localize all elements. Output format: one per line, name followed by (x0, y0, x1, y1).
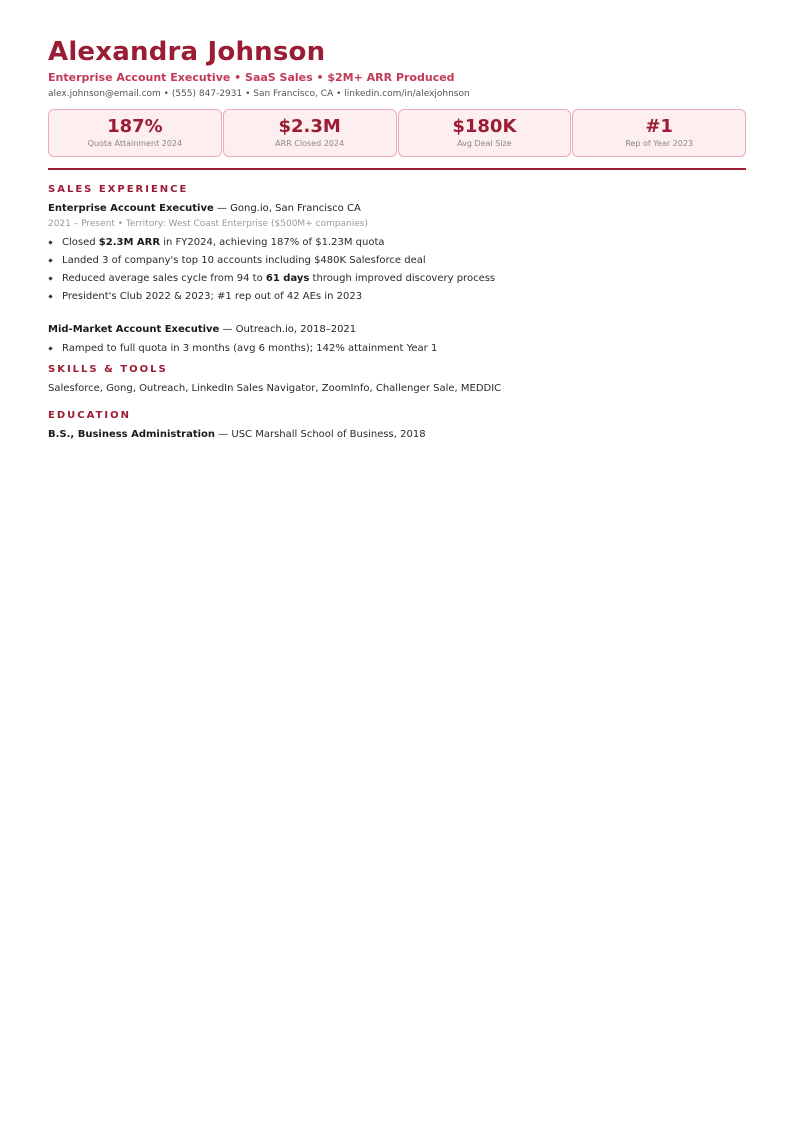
job-org: — Outreach.io, 2018–2021 (219, 324, 357, 335)
job-title-line (48, 323, 746, 336)
bullet-item: Ramped to full quota in 3 months (avg 6 months); 142% attainment Year 1 (48, 342, 746, 355)
bullet-diamond-icon (48, 240, 52, 244)
stat-card-deal-size (398, 109, 572, 157)
resume-page (48, 36, 746, 441)
education-entry (48, 428, 746, 441)
bullet-item: Closed $2.3M ARR in FY2024, achieving 187% of $1.23M quota (48, 236, 746, 249)
stat-label: Rep of Year 2023 (625, 139, 694, 148)
job-role: Enterprise Account Executive (48, 203, 214, 214)
bullet-item: Landed 3 of company's top 10 accounts including $480K Salesforce deal (48, 254, 746, 267)
contact-info: alex.johnson@email.com • (555) 847-2931 • San Francisco, CA • linkedin.com/in/alexjohnson (48, 89, 470, 99)
stat-value: $2.3M (278, 116, 341, 137)
degree: B.S., Business Administration (48, 429, 216, 440)
job-bullets (48, 236, 746, 303)
stat-label: Avg Deal Size (457, 139, 512, 148)
stat-card-arr (223, 109, 397, 157)
skills-list: Salesforce, Gong, Outreach, LinkedIn Sales Navigator, ZoomInfo, Challenger Sale, MEDDIC (48, 383, 502, 394)
stat-label: ARR Closed 2024 (275, 139, 345, 148)
school: — USC Marshall School of Business, 2018 (215, 429, 426, 440)
bullet-item: President's Club 2022 & 2023; #1 rep out of 42 AEs in 2023 (48, 290, 746, 303)
section-title-skills: SKILLS & TOOLS (48, 364, 168, 375)
job-org: — Gong.io, San Francisco CA (213, 203, 361, 214)
bullet-diamond-icon (48, 276, 52, 280)
job-bullets (48, 342, 746, 355)
stat-card-rank (572, 109, 746, 157)
bullet-diamond-icon (48, 294, 52, 298)
stat-card-quota (48, 109, 222, 157)
stat-label: Quota Attainment 2024 (87, 139, 183, 148)
bullet-diamond-icon (48, 346, 52, 350)
job-meta: 2021 – Present • Territory: West Coast Enterprise ($500M+ companies) (48, 219, 368, 229)
bullet-diamond-icon (48, 258, 52, 262)
headline-tagline: Enterprise Account Executive • SaaS Sales • $2M+ ARR Produced (48, 71, 455, 84)
section-title-experience: SALES EXPERIENCE (48, 184, 189, 195)
candidate-name: Alexandra Johnson (48, 37, 326, 67)
bullet-item: Reduced average sales cycle from 94 to 61 days through improved discovery process (48, 272, 746, 285)
header-divider (48, 168, 746, 170)
job-title-line (48, 202, 746, 215)
stat-value: $180K (452, 116, 517, 137)
stat-value: #1 (645, 116, 673, 137)
stat-value: 187% (107, 116, 163, 137)
stats-row (48, 109, 746, 157)
section-title-education: EDUCATION (48, 410, 131, 421)
job-role: Mid-Market Account Executive (48, 324, 220, 335)
